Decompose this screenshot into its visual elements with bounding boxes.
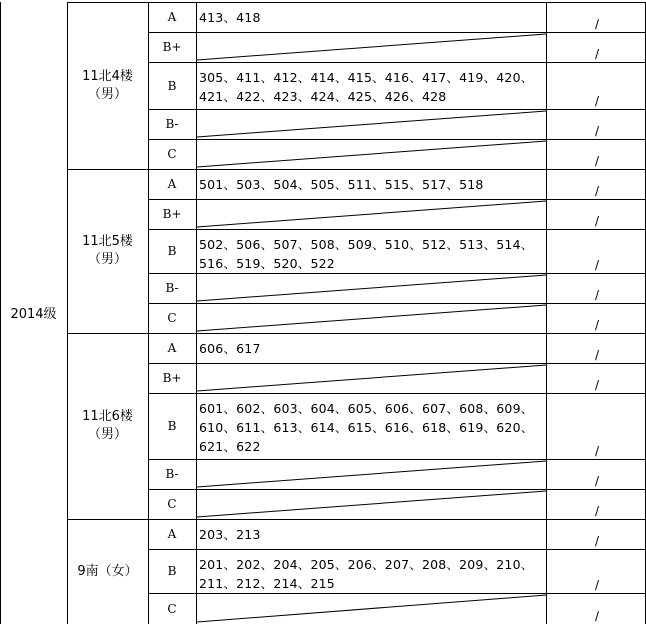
note-cell: / [594, 17, 600, 31]
grade-cell: B [167, 564, 177, 578]
note-cell: / [594, 94, 600, 108]
grade-cell: B- [165, 281, 179, 295]
rooms-cell: 501、503、504、505、511、515、517、518 [199, 177, 484, 192]
note-cell: / [594, 534, 600, 548]
building-name: 11北4楼 （男） [82, 68, 133, 102]
rooms-cell [196, 199, 546, 229]
note-cell: / [594, 124, 600, 138]
grade-cell: B [167, 78, 177, 93]
note-cell: / [594, 154, 600, 168]
rooms-cell: 413、418 [199, 10, 261, 25]
grade-cell: B+ [162, 371, 182, 385]
grade-cell: B- [165, 467, 179, 481]
note-cell: / [594, 578, 600, 592]
rooms-cell [196, 32, 546, 62]
rooms-cell [196, 273, 546, 303]
grade-cell: C [167, 497, 177, 511]
grade-cell: A [167, 10, 177, 24]
rooms-cell: 502、506、507、508、509、510、512、513、514、516、519、520、522 [199, 237, 534, 271]
rooms-cell [196, 303, 546, 333]
note-cell: / [594, 444, 600, 458]
note-cell: / [594, 288, 600, 302]
grade-cell: C [167, 147, 177, 161]
building-name: 11北6楼 （男） [82, 409, 133, 442]
note-cell: / [594, 378, 600, 392]
grade-cell: B+ [162, 40, 182, 54]
grade-cell: A [167, 527, 177, 541]
note-cell: / [594, 609, 600, 623]
rooms-cell: 203、213 [199, 527, 261, 542]
rooms-cell [196, 139, 546, 169]
grade-cell: A [167, 177, 177, 191]
building-name: 9南（女） [77, 563, 138, 579]
rooms-cell: 606、617 [199, 341, 261, 356]
year-label: 2014级 [10, 306, 57, 322]
rooms-cell [196, 109, 546, 139]
rooms-cell [196, 489, 546, 519]
rooms-cell [196, 363, 546, 393]
note-cell: / [594, 258, 600, 272]
note-cell: / [594, 504, 600, 518]
rooms-cell [196, 459, 546, 489]
note-cell: / [594, 184, 600, 198]
note-cell: / [594, 318, 600, 332]
grade-cell: B [167, 244, 177, 258]
note-cell: / [594, 214, 600, 228]
note-cell: / [594, 348, 600, 362]
note-cell: / [594, 474, 600, 488]
rooms-cell: 201、202、204、205、206、207、208、209、210、211、212、214、215 [199, 557, 534, 591]
rooms-cell: 601、602、603、604、605、606、607、608、609、610、611、613、614、615、616、618、619、620、621、622 [199, 401, 534, 454]
rooms-cell: 305、411、412、414、415、416、417、419、420、421、422、423、424、425、426、428 [199, 70, 534, 104]
grade-cell: B [167, 419, 177, 433]
grade-cell: B+ [162, 207, 182, 221]
grade-cell: A [167, 341, 177, 355]
grade-cell: C [167, 601, 177, 616]
note-cell: / [594, 47, 600, 61]
building-name: 11北5楼 （男） [82, 234, 133, 267]
rooms-cell [196, 593, 546, 624]
grade-cell: C [167, 311, 177, 325]
grade-cell: B- [165, 117, 179, 131]
